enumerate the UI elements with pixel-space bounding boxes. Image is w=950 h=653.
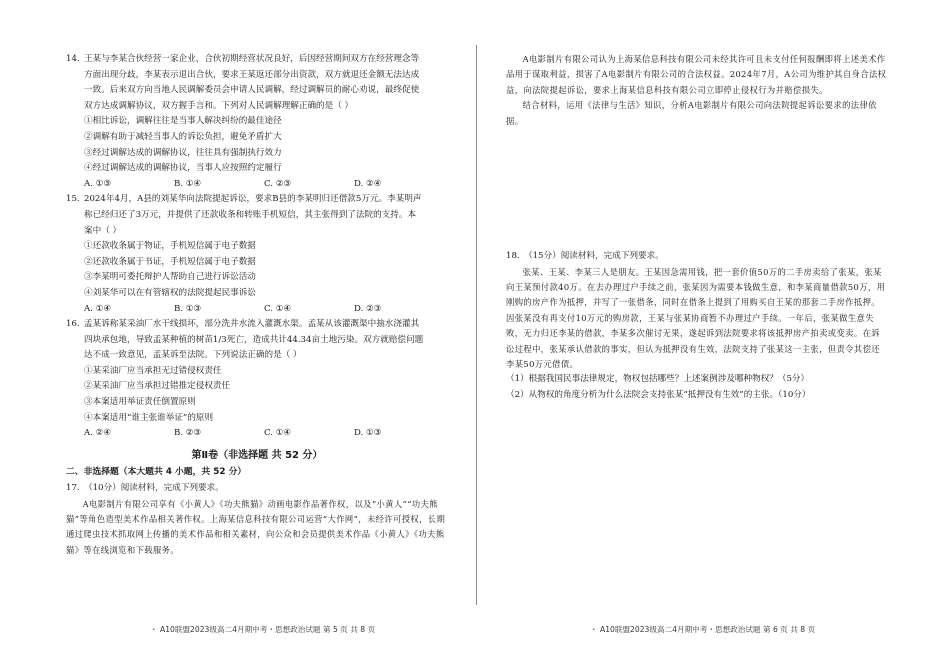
question-stem-line: 方面出现分歧，李某表示退出合伙，要求王某返还部分出资款，双方就退还金额无法达成 [84,69,420,80]
question-number: 14. [66,54,80,64]
question-stem-line: 案中（ ） [84,225,122,236]
choice-a: A. ②④ [84,428,112,439]
answer-choices [66,302,448,318]
question-head: （10分）阅读材料，完成下列要求。 [84,483,224,494]
material-paragraph: A电影制片有限公司享有《小黄人》《功夫熊猫》动画电影作品著作权，以及“小黄人”“功夫熊猫”等角色造型美术作品相关著作权。上海某信息科技有限公司运营“大作网”，未经许可授权，长期通过爬虫技术抓取网上传播的美术作品和相关素材，向公众和会员提供美术作品《小黄人》《功夫熊猫》等在线浏览和下载服务。 [66,498,446,555]
choice-d: D. ②④ [354,178,382,189]
question-number: 17. [66,483,80,494]
question-stem-line: 孟某诉称某采油厂水干线损坏，部分洗井水流入灌溉水渠。孟某从该灌溉渠中抽水浇灌其 [84,319,420,330]
question-15 [66,192,448,317]
statement-option: ①某采油厂应当承担无过错侵权责任 [84,365,222,376]
choice-d: D. ②③ [354,303,382,314]
choice-b: B. ①③ [174,303,202,314]
page-5 [66,52,448,558]
statement-option: ①还款收条属于物证，手机短信属于电子数据 [84,241,256,252]
question-stem-line: 四块承包地，导致孟某种植的树苗1/3死亡，造成共计44.34亩土地污染。双方就赔偿问题 [84,334,424,345]
statement-option: ②还款收条属于书证，手机短信属于电子数据 [84,256,256,267]
question-stem-line: 王某与李某合伙经营一家企业，合伙初期经营状况良好，后因经营期间双方在经营理念等 [84,54,420,64]
material-paragraph: 张某、王某、李某三人是朋友。王某因急需用钱，把一套价值50万的二手房卖给了张某，张某向王某预付款40万。在去办理过户手续之前，张某因为需要本钱做生意，和李某商量借款50万，用刚购的房产作为抵押，并写了一张借条，同时在借条上提到了用购买自王某的那套二手房作抵押。因张某没有再支付10万元的购房款，王某与张某协商暂不办理过户手续。一年后，张某做生意失败，无力归还李某的借款，李某多次催讨无果，遂起诉到法院要求将该抵押房产拍卖或变卖。在诉讼过程中，张某承认借款的事实，但认为抵押没有生效，法院支持了张某这一主张，但责令其偿还李某50万元借债。 [506,266,886,370]
question-task: （2）从物权的角度分析为什么法院会支持张某“抵押没有生效”的主张。（10分） [506,390,811,401]
question-number: 18. [506,251,520,262]
answer-space [506,129,888,249]
statement-option: ③经过调解达成的调解协议，往往具有强制执行效力 [84,147,282,158]
choice-c: C. ②③ [264,178,292,189]
section-subtitle: 二、非选择题（本大题共 4 小题，共 52 分） [66,467,247,478]
question-head: （15分）阅读材料，完成下列要求。 [524,251,664,262]
statement-option: ④刘某华可以在有管辖权的法院提起民事诉讼 [84,287,256,298]
question-stem-line: 双方达成调解协议，双方握手言和。下列对人民调解理解正确的是（ ） [84,100,354,111]
question-number: 16. [66,319,80,330]
question-task: （1）根据我国民事法律规定，物权包括哪些？上述案例涉及哪种物权？（5分） [506,374,810,385]
section-title: 第Ⅱ卷（非选择题 共 52 分） [191,449,323,461]
statement-option: ③李某明可委托辩护人帮助自己进行诉讼活动 [84,272,256,283]
question-stem-line: 一致。后来双方向当地人民调解委员会申请人民调解，经过调解员的耐心劝说，最终促使 [84,85,420,96]
choice-a: A. ①③ [84,178,112,189]
statement-option: ③本案适用举证责任倒置原则 [84,397,196,408]
page-footer: ・ A10联盟2023级高二4月期中考・思想政治试题 第 6 页 共 8 页 [590,625,816,634]
page-6 [506,52,888,404]
statement-option: ①相比诉讼，调解往往是当事人解决纠纷的最佳途径 [84,116,282,127]
question-stem-line: 称已经归还了3万元，并提供了还款收条和转账手机短信，其主张得到了法院的支持。本 [84,209,417,220]
question-16 [66,317,448,442]
choice-a: A. ①④ [84,303,112,314]
question-stem-line: 2024年4月，A县的刘某华向法院提起诉讼，要求B县的李某明归还借款5万元。李某明声 [84,194,422,205]
question-task: 结合材料，运用《法律与生活》知识，分析A电影制片有限公司向法院提起诉讼要求的法律依据。 [506,100,877,126]
page-footer: ・ A10联盟2023级高二4月期中考・思想政治试题 第 5 页 共 8 页 [150,625,376,634]
question-17 [66,481,448,558]
statement-option: ②调解有助于减轻当事人的诉讼负担，避免矛盾扩大 [84,131,282,142]
statement-option: ④本案适用“谁主张谁举证”的原则 [84,412,214,423]
answer-choices [66,426,448,442]
choice-b: B. ①④ [174,178,202,189]
question-stem-line: 达不成一致意见，孟某诉至法院。下列说法正确的是（ ） [84,350,302,361]
choice-b: B. ②③ [174,428,202,439]
choice-c: C. ①④ [264,303,292,314]
choice-d: D. ①③ [354,428,382,439]
answer-choices [66,177,448,193]
statement-option: ④经过调解达成的调解协议，当事人应按照约定履行 [84,163,282,174]
material-paragraph: A电影制片有限公司认为上海某信息科技有限公司未经其许可且未支付任何报酬即将上述美术作品用于谋取利益，损害了A电影制片有限公司的合法权益。2024年7月，A公司为维护其自身合法权益，向法院提起诉讼，要求上海某信息科技有限公司立即停止侵权行为并赔偿损失。 [506,54,887,95]
question-18 [506,249,888,404]
question-14 [66,52,448,192]
choice-c: C. ①④ [264,428,292,439]
statement-option: ②某采油厂应当承担过错推定侵权责任 [84,381,231,392]
question-number: 15. [66,194,80,205]
page-divider [476,45,477,605]
